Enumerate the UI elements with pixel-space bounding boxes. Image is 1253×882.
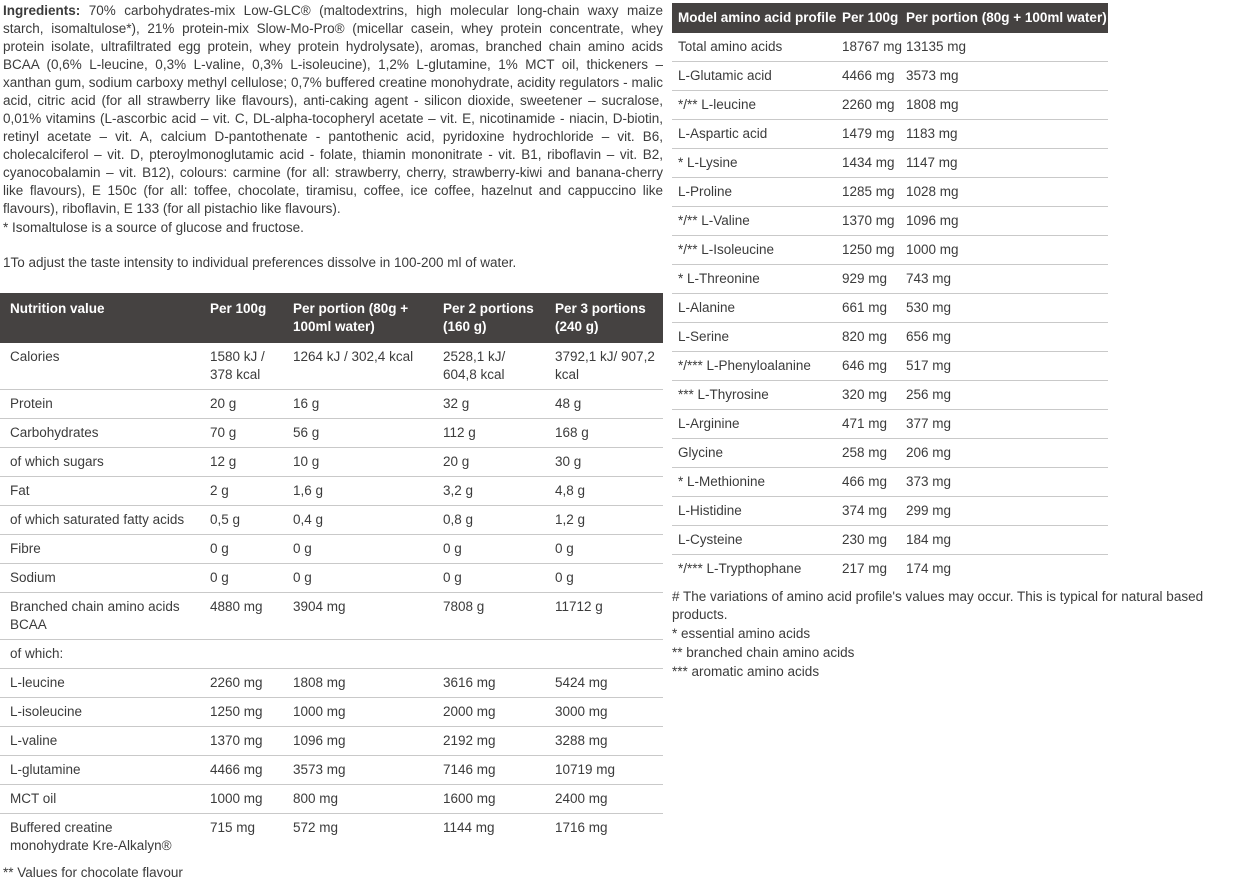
row-value: 1264 kJ / 302,4 kcal: [283, 343, 433, 390]
row-value: 320 mg: [842, 381, 906, 410]
row-value: 112 g: [433, 419, 545, 448]
row-label: */*** L-Trypthophane: [678, 561, 802, 576]
row-value: 1580 kJ / 378 kcal: [200, 343, 283, 390]
table-row: [0, 506, 663, 535]
table-row: [672, 526, 1108, 555]
row-value: 32 g: [433, 390, 545, 419]
row-value: 646 mg: [842, 352, 906, 381]
row-label: * L-Lysine: [672, 149, 842, 178]
row-value: 3616 mg: [433, 669, 545, 698]
table-row: [672, 120, 1108, 149]
row-label: MCT oil: [0, 785, 200, 814]
row-value: 2192 mg: [433, 727, 545, 756]
ingredients-text: 70% carbohydrates-mix Low-GLC® (maltodextrins, high molecular long-chain waxy maize starch, isomaltulose*), 21% protein-mix Slow-Mo-Pro® (micellar casein, whey protein concentrate, whey protein isolate, ultrafiltrated egg protein, whey protein hydrolysate), aromas, branched chain amino acids BCAA (0,6% L-leucine, 0,3% L-valine, 0,3% L-isoleucine), 1,2% L-glutamine, 1% MCT oil, thickeners – xanthan gum, sodium carboxy methyl cellulose; 0,7% buffered creatine monohydrate, acidity regulators - malic acid, citric acid (for all strawberry like flavours), anti-caking agent - silicon dioxide, sweetener – sucralose, 0,01% vitamins (L-ascorbic acid – vit. C, DL-alpha-tocopheryl acetate – vit. E, nicotinamide - niacin, D-biotin, retinyl acetate – vit. A, calcium D-pantothenate - pantothenic acid, pyridoxine hydrochloride – vit. B6, cholecalciferol – vit. D, pteroylmonoglutamic acid - folate, thiamin mononitrate - vit. B1, riboflavin – vit. B2, cyanocobalamin – vit. B12), colours: carmine (for all: strawberry, cherry, strawberry-kiwi and banana-cherry like flavours), E 150c (for all: toffee, chocolate, tiramisu, coffee, ice coffee, hazelnut and cappuccino like flavours), riboflavin, E 133 (for all pistachio like flavours).: [3, 3, 663, 216]
table-row: [672, 468, 1108, 497]
row-value: 2000 mg: [433, 698, 545, 727]
ingredients-label: Ingredients:: [3, 3, 81, 18]
row-value: 4466 mg: [200, 756, 283, 785]
row-value: 0,5 g: [200, 506, 283, 535]
amino-footnotes: [672, 588, 1253, 681]
row-label: L-glutamine: [0, 756, 200, 785]
row-value: [433, 640, 545, 669]
row-value: 217 mg: [842, 561, 888, 576]
row-value: 1096 mg: [906, 207, 1108, 236]
row-value: 1479 mg: [842, 120, 906, 149]
table-row: [672, 294, 1108, 323]
table-row: [672, 265, 1108, 294]
row-value: 1144 mg: [443, 820, 495, 835]
row-value: 20 g: [433, 448, 545, 477]
table-row: [672, 33, 1108, 62]
row-label: L-isoleucine: [0, 698, 200, 727]
row-value: 5424 mg: [545, 669, 663, 698]
row-value: 2 g: [200, 477, 283, 506]
row-value: 3573 mg: [906, 62, 1108, 91]
row-value: 0 g: [545, 535, 663, 564]
table-row: [672, 381, 1108, 410]
table-row: [672, 236, 1108, 265]
table-row: [672, 178, 1108, 207]
row-value: 1250 mg: [842, 236, 906, 265]
row-label: L-Histidine: [672, 497, 842, 526]
row-value: 2400 mg: [545, 785, 663, 814]
table-row: [0, 477, 663, 506]
row-value: 1000 mg: [200, 785, 283, 814]
row-value: 471 mg: [842, 410, 906, 439]
row-value: 3000 mg: [545, 698, 663, 727]
amino-header-row: [672, 3, 1108, 33]
row-value: 0 g: [283, 535, 433, 564]
row-label: L-Proline: [672, 178, 842, 207]
table-row: [672, 91, 1108, 120]
row-value: 1,6 g: [283, 477, 433, 506]
row-value: 70 g: [200, 419, 283, 448]
table-row: [672, 149, 1108, 178]
nutrition-table: [0, 293, 663, 860]
row-value: 800 mg: [283, 785, 433, 814]
table-row: [0, 756, 663, 785]
row-value: 18767 mg: [842, 33, 906, 62]
row-value: 0 g: [545, 564, 663, 593]
row-value: 1250 mg: [200, 698, 283, 727]
amino-header-per-portion: Per portion (80g + 100ml water): [906, 3, 1108, 33]
table-row: [672, 352, 1108, 381]
row-label: L-valine: [0, 727, 200, 756]
row-value: 0 g: [433, 535, 545, 564]
row-value: [200, 640, 283, 669]
row-value: 517 mg: [906, 352, 1108, 381]
row-value: [283, 640, 433, 669]
row-label: L-Arginine: [672, 410, 842, 439]
row-value: 1096 mg: [283, 727, 433, 756]
row-label: Total amino acids: [672, 33, 842, 62]
row-value: 530 mg: [906, 294, 1108, 323]
row-value: 743 mg: [906, 265, 1108, 294]
row-label: of which saturated fatty acids: [0, 506, 200, 535]
row-label: */** L-Valine: [672, 207, 842, 236]
amino-footnote-variations: # The variations of amino acid profile's values may occur. This is typical for natural based products.: [672, 589, 1204, 622]
row-value: 7146 mg: [433, 756, 545, 785]
table-row: [672, 410, 1108, 439]
dissolve-note: 1To adjust the taste intensity to individual preferences dissolve in 100-200 ml of water.: [3, 255, 517, 270]
row-label: Branched chain amino acids BCAA: [0, 593, 200, 640]
row-label: * L-Methionine: [672, 468, 842, 497]
row-value: 0 g: [200, 564, 283, 593]
row-value: 1434 mg: [842, 149, 906, 178]
row-value: 0 g: [433, 564, 545, 593]
row-value: 3792,1 kJ/ 907,2 kcal: [545, 343, 663, 390]
row-value: 4466 mg: [842, 62, 906, 91]
row-label: of which sugars: [0, 448, 200, 477]
table-row: [0, 390, 663, 419]
table-row: [0, 727, 663, 756]
row-value: 1147 mg: [906, 149, 1108, 178]
row-value: 256 mg: [906, 381, 1108, 410]
row-label: */** L-leucine: [672, 91, 842, 120]
row-value: 10 g: [283, 448, 433, 477]
row-value: 374 mg: [842, 497, 906, 526]
row-value: 373 mg: [906, 468, 1108, 497]
row-value: 1808 mg: [283, 669, 433, 698]
nutrition-header-per-3-portions: Per 3 portions (240 g): [545, 293, 663, 343]
ingredients-paragraph: [0, 2, 663, 218]
amino-footnote-branched: ** branched chain amino acids: [672, 645, 855, 660]
table-row: [672, 323, 1108, 352]
row-value: 3573 mg: [283, 756, 433, 785]
row-label: Fat: [0, 477, 200, 506]
row-label: L-Aspartic acid: [672, 120, 842, 149]
table-row: [0, 698, 663, 727]
row-value: 2260 mg: [200, 669, 283, 698]
table-row: [0, 640, 663, 669]
row-value: 13135 mg: [906, 33, 1108, 62]
row-value: 174 mg: [906, 561, 952, 576]
row-label: Glycine: [672, 439, 842, 468]
row-value: 30 g: [545, 448, 663, 477]
right-column: [672, 0, 1253, 682]
row-value: 377 mg: [906, 410, 1108, 439]
table-row: [0, 535, 663, 564]
amino-acid-table: [672, 3, 1108, 583]
nutrition-header-label: Nutrition value: [0, 293, 200, 343]
row-value: 715 mg: [210, 820, 256, 835]
table-row: [672, 497, 1108, 526]
row-value: 1,2 g: [545, 506, 663, 535]
row-label: *** L-Thyrosine: [672, 381, 842, 410]
row-value: 929 mg: [842, 265, 906, 294]
row-value: 1716 mg: [555, 820, 608, 835]
nutrition-header-per-2-portions: Per 2 portions (160 g): [433, 293, 545, 343]
row-value: 4880 mg: [200, 593, 283, 640]
row-label: L-Glutamic acid: [672, 62, 842, 91]
row-value: 258 mg: [842, 439, 906, 468]
row-label: of which:: [0, 640, 200, 669]
row-value: 20 g: [200, 390, 283, 419]
row-value: 7808 g: [433, 593, 545, 640]
row-label: Sodium: [0, 564, 200, 593]
row-value: 661 mg: [842, 294, 906, 323]
table-row: [672, 555, 1108, 584]
row-value: 572 mg: [293, 820, 339, 835]
table-row: [0, 593, 663, 640]
row-value: 656 mg: [906, 323, 1108, 352]
row-value: 16 g: [283, 390, 433, 419]
row-value: 1285 mg: [842, 178, 906, 207]
row-value: 1370 mg: [842, 207, 906, 236]
row-value: 2260 mg: [842, 91, 906, 120]
table-row: [0, 669, 663, 698]
amino-header-per100g: Per 100g: [842, 3, 906, 33]
row-value: 230 mg: [842, 526, 906, 555]
row-value: 56 g: [283, 419, 433, 448]
table-row: [0, 448, 663, 477]
row-label: Fibre: [0, 535, 200, 564]
row-value: 11712 g: [545, 593, 663, 640]
row-value: 4,8 g: [545, 477, 663, 506]
row-label: Calories: [0, 343, 200, 390]
row-value: 0,4 g: [283, 506, 433, 535]
nutrition-header-row: [0, 293, 663, 343]
row-value: 3,2 g: [433, 477, 545, 506]
nutrition-header-per100g: Per 100g: [200, 293, 283, 343]
row-value: 48 g: [545, 390, 663, 419]
row-label: Buffered creatine monohydrate Kre-Alkalyn®: [10, 820, 172, 853]
table-row: [0, 564, 663, 593]
isomaltulose-footnote: * Isomaltulose is a source of glucose and fructose.: [3, 220, 304, 235]
row-value: 10719 mg: [545, 756, 663, 785]
amino-header-label: Model amino acid profile: [672, 3, 842, 33]
row-value: 299 mg: [906, 497, 1108, 526]
table-row: [672, 439, 1108, 468]
table-row: [672, 62, 1108, 91]
row-value: 3904 mg: [283, 593, 433, 640]
row-label: */** L-Isoleucine: [672, 236, 842, 265]
row-label: */*** L-Phenyloalanine: [672, 352, 842, 381]
row-value: 820 mg: [842, 323, 906, 352]
row-value: 1600 mg: [433, 785, 545, 814]
table-row: [0, 814, 663, 861]
row-value: 2528,1 kJ/ 604,8 kcal: [433, 343, 545, 390]
row-value: 1808 mg: [906, 91, 1108, 120]
row-value: 1028 mg: [906, 178, 1108, 207]
table-row: [0, 343, 663, 390]
row-value: 184 mg: [906, 526, 1108, 555]
amino-footnote-essential: * essential amino acids: [672, 626, 811, 641]
row-value: 0,8 g: [433, 506, 545, 535]
row-label: L-Cysteine: [672, 526, 842, 555]
chocolate-flavour-footnote: ** Values for chocolate flavour: [3, 865, 183, 880]
row-label: Carbohydrates: [0, 419, 200, 448]
row-value: 1000 mg: [283, 698, 433, 727]
row-value: 206 mg: [906, 439, 1108, 468]
row-value: 1183 mg: [906, 120, 1108, 149]
table-row: [672, 207, 1108, 236]
table-row: [0, 419, 663, 448]
row-label: * L-Threonine: [672, 265, 842, 294]
row-value: 1370 mg: [200, 727, 283, 756]
table-row: [0, 785, 663, 814]
row-value: 0 g: [200, 535, 283, 564]
row-value: 466 mg: [842, 468, 906, 497]
row-value: 168 g: [545, 419, 663, 448]
row-label: Protein: [0, 390, 200, 419]
row-value: 12 g: [200, 448, 283, 477]
row-label: L-Alanine: [672, 294, 842, 323]
row-label: L-Serine: [672, 323, 842, 352]
row-value: 1000 mg: [906, 236, 1108, 265]
amino-footnote-aromatic: *** aromatic amino acids: [672, 664, 820, 679]
row-value: 3288 mg: [545, 727, 663, 756]
nutrition-header-per-portion: Per portion (80g + 100ml water): [283, 293, 433, 343]
row-value: [545, 640, 663, 669]
row-label: L-leucine: [0, 669, 200, 698]
row-value: 0 g: [283, 564, 433, 593]
